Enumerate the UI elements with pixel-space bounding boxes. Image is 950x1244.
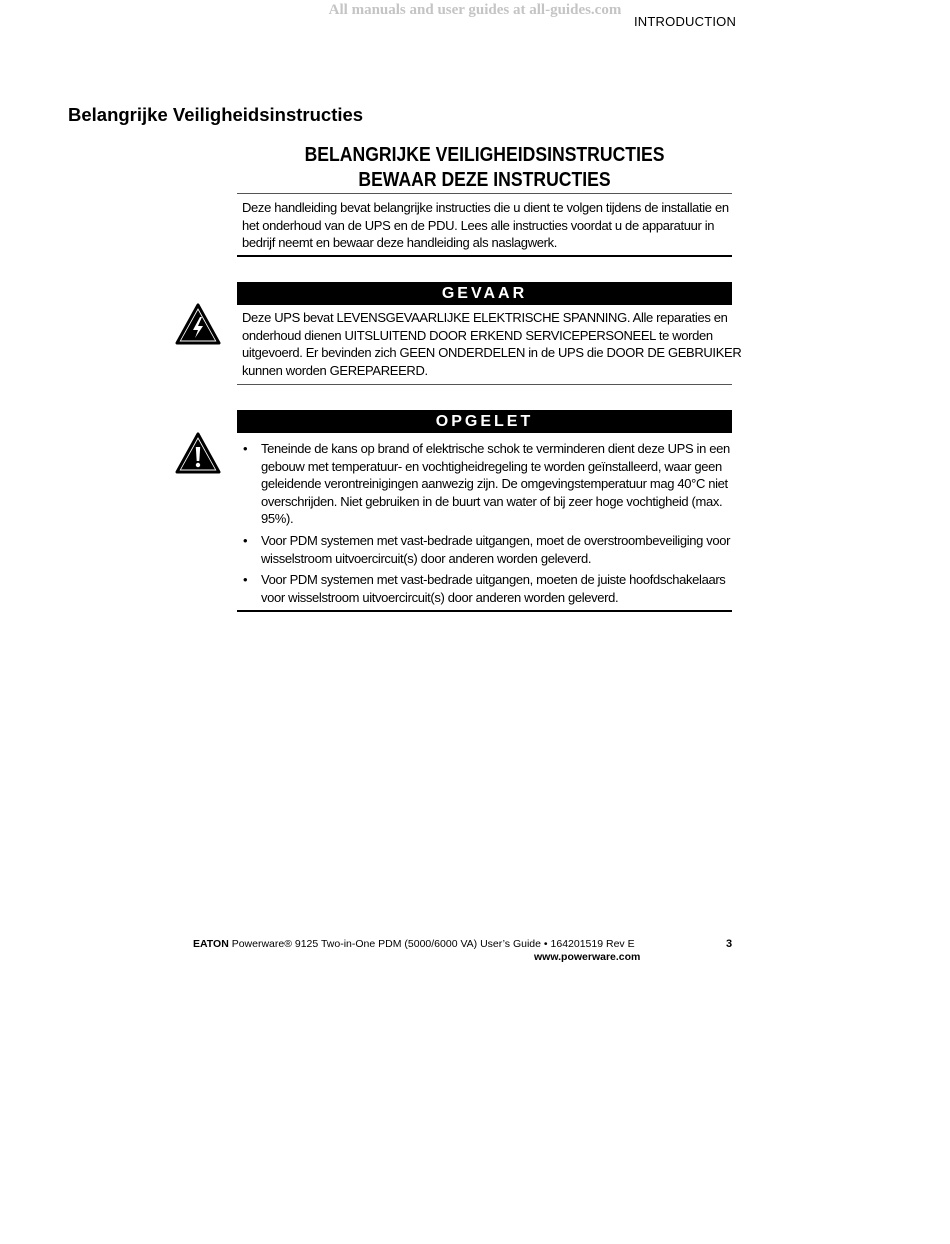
bullet-symbol: • bbox=[243, 441, 248, 456]
footer-product: Powerware® 9125 Two-in-One PDM (5000/6000 VA) User’s Guide bbox=[231, 938, 541, 950]
footer-url: www.powerware.com bbox=[534, 951, 641, 963]
section-tag: INTRODUCTION bbox=[634, 14, 737, 29]
intro-text: Deze handleiding bevat belangrijke instructies die u dient te volgen tijdens de installatie en het onderhoud van de UPS en de PDU. Lees alle instructies voordat u de apparatuur in bedrijf neemt en bewaar deze handleiding als naslagwerk. bbox=[242, 200, 729, 251]
page-number: 3 bbox=[726, 938, 733, 950]
footer-brand: EATON bbox=[193, 938, 229, 950]
caution-banner: OPGELET bbox=[237, 410, 732, 433]
electrical-hazard-icon bbox=[175, 303, 221, 345]
main-title-line-2: BEWAAR DEZE INSTRUCTIES bbox=[358, 169, 611, 191]
danger-text: Deze UPS bevat LEVENSGEVAARLIJKE ELEKTRISCHE SPANNING. Alle reparaties en onderhoud dienen UITSLUITEND DOOR ERKEND SERVICEPERSONEEL te worden uitgevoerd. Er bevinden zich GEEN ONDERDELEN in de UPS die DOOR DE GEBRUIKER kunnen worden GEREPAREERD. bbox=[242, 310, 742, 378]
page-heading: Belangrijke Veiligheidsinstructies bbox=[68, 104, 364, 125]
footer-separator: • bbox=[543, 938, 548, 950]
footer-doc-number: 164201519 Rev E bbox=[550, 938, 635, 950]
bullet-symbol: • bbox=[243, 572, 248, 588]
danger-banner: GEVAAR bbox=[237, 282, 732, 305]
warning-exclamation-icon bbox=[175, 432, 221, 474]
list-item-text: Voor PDM systemen met vast-bedrade uitgangen, moet de overstroombeveiliging voor wisselstroom uitvoercircuit(s) door anderen worden geleverd. bbox=[261, 532, 731, 566]
footer-line bbox=[193, 938, 635, 950]
divider bbox=[237, 193, 732, 194]
main-title-line-1: BELANGRIJKE VEILIGHEIDSINSTRUCTIES bbox=[304, 144, 665, 166]
main-title bbox=[267, 143, 703, 193]
bullet-symbol: • bbox=[243, 532, 248, 548]
divider bbox=[237, 384, 732, 385]
caution-list bbox=[242, 440, 732, 610]
divider bbox=[237, 255, 732, 257]
list-item-text: Teneinde de kans op brand of elektrische schok te verminderen dient deze UPS in een gebouw met temperatuur- en vochtigheidregeling te worden geïnstalleerd, waar geen geleidende verontreinigingen aanwezig zijn. De omgevingstemperatuur mag 40°C niet overschrijden. Niet gebruiken in de buurt van water of bij zeer hoge vochtigheid (max. 95%). bbox=[261, 441, 730, 527]
list-item bbox=[242, 571, 732, 606]
list-item bbox=[242, 440, 732, 528]
divider bbox=[237, 610, 732, 612]
watermark: All manuals and user guides at all-guides.com bbox=[328, 2, 622, 18]
list-item-text: Voor PDM systemen met vast-bedrade uitgangen, moeten de juiste hoofdschakelaars voor wisselstroom uitvoercircuit(s) door anderen worden geleverd. bbox=[261, 572, 726, 605]
list-item bbox=[242, 532, 732, 567]
